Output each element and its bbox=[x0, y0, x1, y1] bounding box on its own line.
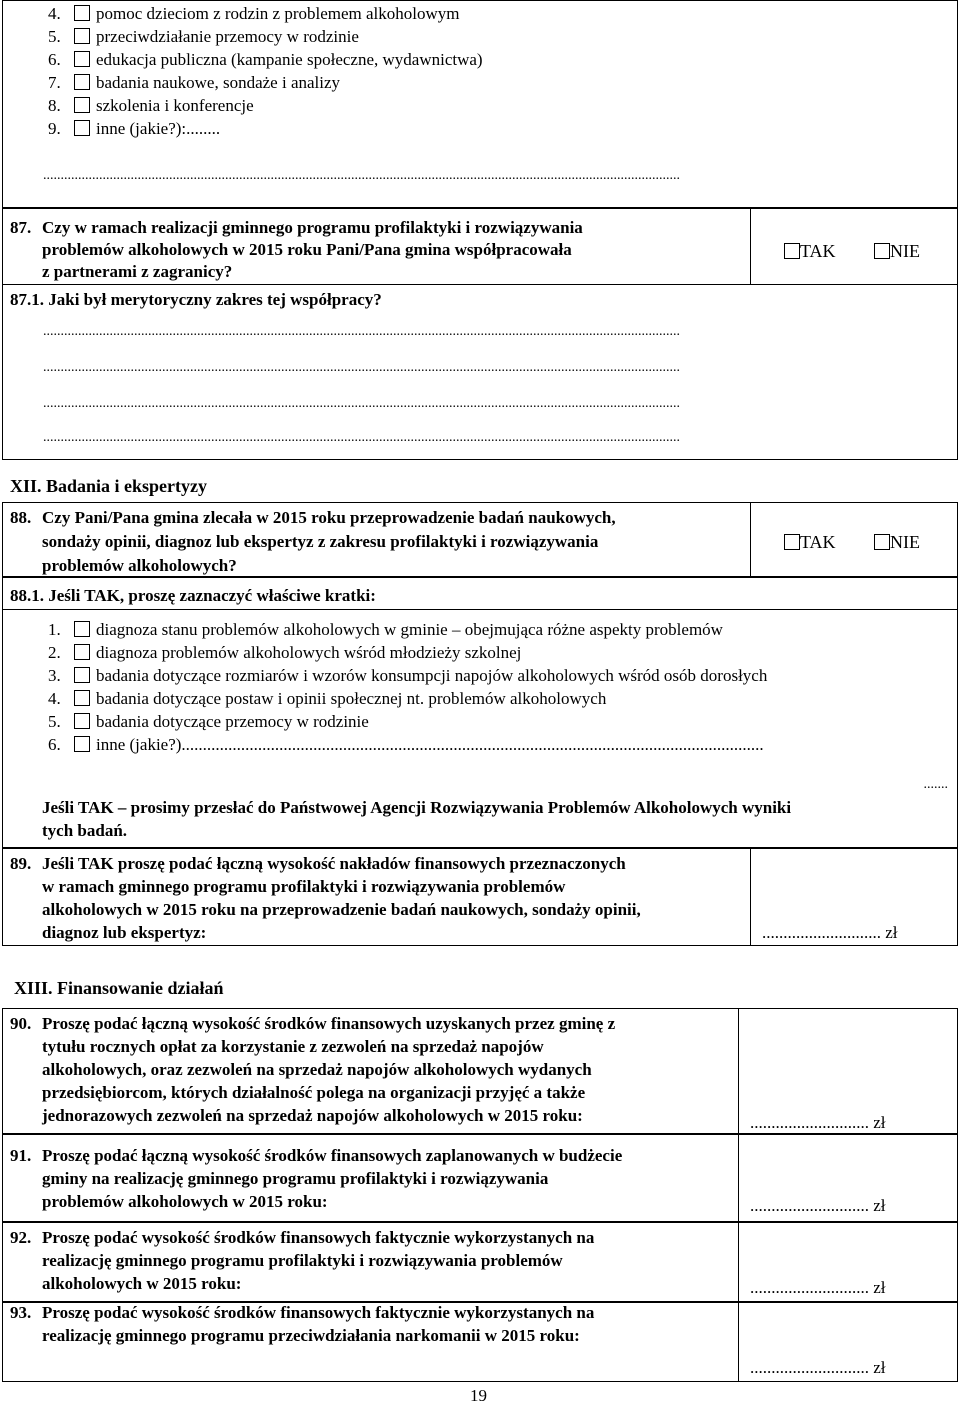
q93-text-1: Proszę podać wysokość środków finansowych faktycznie wykorzystanych na bbox=[42, 1303, 595, 1322]
q88-no-label: NIE bbox=[890, 532, 920, 552]
q87-yes-checkbox[interactable] bbox=[784, 243, 800, 259]
q90-divider bbox=[738, 1008, 739, 1134]
option-checkbox[interactable] bbox=[74, 667, 90, 683]
q90-text-2: tytułu rocznych opłat za korzystanie z zezwoleń na sprzedaż napojów bbox=[42, 1037, 544, 1056]
q87-number: 87. bbox=[10, 218, 32, 237]
option-label: inne (jakie?)......................................................................................................................................... bbox=[96, 735, 764, 754]
q88-text-3: problemów alkoholowych? bbox=[42, 556, 237, 575]
q88-yes-checkbox[interactable] bbox=[784, 534, 800, 550]
q89-answer-field[interactable]: ............................ zł bbox=[762, 923, 898, 942]
option-label: inne (jakie?):........ bbox=[96, 119, 221, 138]
option-number: 5. bbox=[48, 712, 61, 731]
q87-yes-label: TAK bbox=[800, 241, 836, 261]
q90-text-5: jednorazowych zezwoleń na sprzedaż napojów alkoholowych w 2015 roku: bbox=[42, 1106, 583, 1125]
q89-text-4: diagnoz lub ekspertyz: bbox=[42, 923, 207, 942]
q87-no-option[interactable] bbox=[874, 240, 920, 262]
q88-option-1[interactable] bbox=[48, 619, 723, 641]
option-number: 5. bbox=[48, 27, 61, 46]
answer-line: ...................................................................................................................................................................................... bbox=[43, 360, 680, 375]
q93-divider bbox=[738, 1302, 739, 1382]
page-number: 19 bbox=[470, 1386, 487, 1405]
option-number: 1. bbox=[48, 620, 61, 639]
q93-answer-field[interactable]: ............................ zł bbox=[750, 1358, 886, 1377]
option-checkbox[interactable] bbox=[74, 690, 90, 706]
q91-number: 91. bbox=[10, 1146, 32, 1165]
option-checkbox[interactable] bbox=[74, 644, 90, 660]
q92-text-1: Proszę podać wysokość środków finansowych faktycznie wykorzystanych na bbox=[42, 1228, 595, 1247]
top-option-6[interactable] bbox=[48, 118, 220, 140]
option-checkbox[interactable] bbox=[74, 621, 90, 637]
option-label: diagnoza problemów alkoholowych wśród młodzieży szkolnej bbox=[96, 643, 522, 662]
q87-text-3: z partnerami z zagranicy? bbox=[42, 262, 233, 281]
q88-sub-question: 88.1. Jeśli TAK, proszę zaznaczyć właściwe kratki: bbox=[10, 586, 376, 605]
option-label: szkolenia i konferencje bbox=[96, 96, 254, 115]
q92-number: 92. bbox=[10, 1228, 32, 1247]
q87-no-label: NIE bbox=[890, 241, 920, 261]
q88-note-1: Jeśli TAK – prosimy przesłać do Państwowej Agencji Rozwiązywania Problemów Alkoholowych wyniki bbox=[42, 798, 792, 817]
q88-text-2: sondaży opinii, diagnoz lub ekspertyz z zakresu profilaktyki i rozwiązywania bbox=[42, 532, 599, 551]
q88-note-2: tych badań. bbox=[42, 821, 128, 840]
q88-no-checkbox[interactable] bbox=[874, 534, 890, 550]
q89-divider bbox=[750, 848, 751, 946]
answer-line: ...................................................................................................................................................................................... bbox=[43, 324, 680, 339]
section-xiii-title: XIII. Finansowanie działań bbox=[14, 978, 224, 998]
q87-text-2: problemów alkoholowych w 2015 roku Pani/Pana gmina współpracowała bbox=[42, 240, 572, 259]
q88-divider bbox=[750, 502, 751, 577]
q88-yes-label: TAK bbox=[800, 532, 836, 552]
q92-divider bbox=[738, 1222, 739, 1302]
option-label: badania dotyczące rozmiarów i wzorów konsumpcji napojów alkoholowych wśród osób dorosłych bbox=[96, 666, 768, 685]
option-number: 3. bbox=[48, 666, 61, 685]
option-number: 4. bbox=[48, 4, 61, 23]
q90-text-1: Proszę podać łączną wysokość środków finansowych uzyskanych przez gminę z bbox=[42, 1014, 616, 1033]
q88-number: 88. bbox=[10, 508, 32, 527]
option-number: 6. bbox=[48, 735, 61, 754]
q92-text-2: realizację gminnego programu profilaktyki i rozwiązywania problemów bbox=[42, 1251, 563, 1270]
q88-option-4[interactable] bbox=[48, 688, 606, 710]
q90-number: 90. bbox=[10, 1014, 32, 1033]
top-option-4[interactable] bbox=[48, 72, 340, 94]
option-checkbox[interactable] bbox=[74, 97, 90, 113]
option-checkbox[interactable] bbox=[74, 713, 90, 729]
top-option-5[interactable] bbox=[48, 95, 254, 117]
option-label: badania dotyczące przemocy w rodzinie bbox=[96, 712, 369, 731]
option-number: 2. bbox=[48, 643, 61, 662]
q88-option-5[interactable] bbox=[48, 711, 369, 733]
option-number: 8. bbox=[48, 96, 61, 115]
q87-no-checkbox[interactable] bbox=[874, 243, 890, 259]
option-label: edukacja publiczna (kampanie społeczne, wydawnictwa) bbox=[96, 50, 483, 69]
option-number: 9. bbox=[48, 119, 61, 138]
option-label: badania naukowe, sondaże i analizy bbox=[96, 73, 341, 92]
top-option-2[interactable] bbox=[48, 26, 359, 48]
q93-text-2: realizację gminnego programu przeciwdziałania narkomanii w 2015 roku: bbox=[42, 1326, 580, 1345]
q91-divider bbox=[738, 1134, 739, 1222]
option-number: 7. bbox=[48, 73, 61, 92]
q92-answer-field[interactable]: ............................ zł bbox=[750, 1278, 886, 1297]
option-checkbox[interactable] bbox=[74, 5, 90, 21]
answer-line: ....... bbox=[923, 777, 948, 792]
q90-answer-field[interactable]: ............................ zł bbox=[750, 1113, 886, 1132]
q91-answer-field[interactable]: ............................ zł bbox=[750, 1196, 886, 1215]
q89-number: 89. bbox=[10, 854, 32, 873]
answer-line: ...................................................................................................................................................................................... bbox=[43, 168, 680, 183]
q89-text-2: w ramach gminnego programu profilaktyki i rozwiązywania problemów bbox=[42, 877, 566, 896]
top-option-1[interactable] bbox=[48, 3, 460, 25]
top-option-3[interactable] bbox=[48, 49, 483, 71]
option-label: przeciwdziałanie przemocy w rodzinie bbox=[96, 27, 359, 46]
q88-no-option[interactable] bbox=[874, 531, 920, 553]
option-number: 4. bbox=[48, 689, 61, 708]
q89-text-3: alkoholowych w 2015 roku na przeprowadzenie badań naukowych, sondaży opinii, bbox=[42, 900, 641, 919]
q87-yes-option[interactable] bbox=[784, 240, 836, 262]
section-xii-title: XII. Badania i ekspertyzy bbox=[10, 476, 208, 496]
q87-divider bbox=[750, 208, 751, 284]
option-checkbox[interactable] bbox=[74, 28, 90, 44]
q88-option-6[interactable] bbox=[48, 734, 764, 756]
option-checkbox[interactable] bbox=[74, 120, 90, 136]
q90-text-4: przedsiębiorcom, których działalność polega na organizacji przyjęć a także bbox=[42, 1083, 586, 1102]
option-label: pomoc dzieciom z rodzin z problemem alkoholowym bbox=[96, 4, 460, 23]
q88-sub-divider bbox=[2, 609, 958, 610]
option-checkbox[interactable] bbox=[74, 736, 90, 752]
q88-text-1: Czy Pani/Pana gmina zlecała w 2015 roku przeprowadzenie badań naukowych, bbox=[42, 508, 616, 527]
option-label: diagnoza stanu problemów alkoholowych w gminie – obejmująca różne aspekty problemów bbox=[96, 620, 723, 639]
q91-text-2: gminy na realizację gminnego programu profilaktyki i rozwiązywania bbox=[42, 1169, 549, 1188]
option-number: 6. bbox=[48, 50, 61, 69]
q88-option-2[interactable] bbox=[48, 642, 521, 664]
answer-line: ...................................................................................................................................................................................... bbox=[43, 430, 680, 445]
answer-line: ...................................................................................................................................................................................... bbox=[43, 396, 680, 411]
q93-number: 93. bbox=[10, 1303, 32, 1322]
q89-text-1: Jeśli TAK proszę podać łączną wysokość nakładów finansowych przeznaczonych bbox=[42, 854, 626, 873]
option-checkbox[interactable] bbox=[74, 51, 90, 67]
q91-text-1: Proszę podać łączną wysokość środków finansowych zaplanowanych w budżecie bbox=[42, 1146, 623, 1165]
q88-yes-option[interactable] bbox=[784, 531, 836, 553]
q87-text-1: Czy w ramach realizacji gminnego programu profilaktyki i rozwiązywania bbox=[42, 218, 583, 237]
q87-sub-question: 87.1. Jaki był merytoryczny zakres tej współpracy? bbox=[10, 290, 382, 309]
q90-text-3: alkoholowych, oraz zezwoleń na sprzedaż napojów alkoholowych wydanych bbox=[42, 1060, 592, 1079]
q87-divider-h bbox=[2, 284, 958, 285]
q92-text-3: alkoholowych w 2015 roku: bbox=[42, 1274, 242, 1293]
option-checkbox[interactable] bbox=[74, 74, 90, 90]
q88-option-3[interactable] bbox=[48, 665, 767, 687]
option-label: badania dotyczące postaw i opinii społecznej nt. problemów alkoholowych bbox=[96, 689, 607, 708]
q91-text-3: problemów alkoholowych w 2015 roku: bbox=[42, 1192, 328, 1211]
